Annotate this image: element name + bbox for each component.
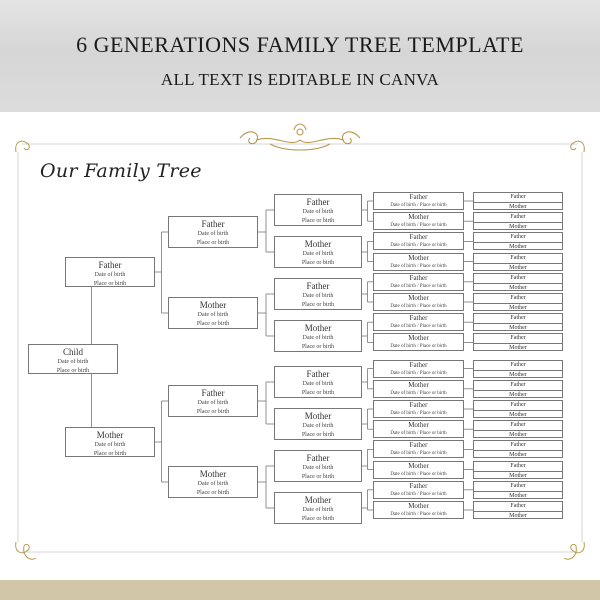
mother-label: Mother xyxy=(474,370,562,380)
father-label: Father xyxy=(510,442,526,449)
great-grandparent-card[interactable] xyxy=(274,236,362,268)
ancestor-pair-card[interactable] xyxy=(473,461,563,479)
person-role: Mother xyxy=(304,323,332,333)
father-label: Father xyxy=(510,194,526,200)
date-of-birth-label: Date of birth xyxy=(302,465,334,471)
date-of-birth-label: Date of birth xyxy=(302,293,334,299)
father-label: Father xyxy=(510,381,526,388)
birth-details-label: Date of birth / Place or birth xyxy=(390,491,447,497)
father-label: Father xyxy=(510,274,526,281)
parent-card[interactable] xyxy=(65,257,155,287)
date-of-birth-label: Date of birth xyxy=(302,209,334,215)
birth-details-label: Date of birth / Place or birth xyxy=(390,512,447,517)
ancestor-card[interactable] xyxy=(373,212,464,230)
ancestor-pair-card[interactable] xyxy=(473,360,563,378)
great-grandparent-card[interactable] xyxy=(274,450,362,482)
date-of-birth-label: Date of birth xyxy=(94,442,126,448)
person-role: Father xyxy=(409,193,428,201)
birth-details-label: Date of birth / Place or birth xyxy=(390,471,447,477)
person-role: Father xyxy=(201,388,225,398)
ancestor-card[interactable] xyxy=(373,333,464,351)
date-of-birth-label: Date of birth xyxy=(302,507,334,513)
birth-details-label: Date of birth / Place or birth xyxy=(390,243,447,249)
birth-details-label: Date of birth / Place or birth xyxy=(390,451,447,457)
father-label: Father xyxy=(510,422,526,429)
person-role: Mother xyxy=(408,502,429,510)
person-role: Father xyxy=(306,453,330,463)
ancestor-pair-card[interactable] xyxy=(473,232,563,250)
date-of-birth-label: Date of birth xyxy=(197,312,229,318)
date-of-birth-label: Date of birth xyxy=(57,359,89,365)
person-role: Father xyxy=(409,441,428,450)
father-label: Father xyxy=(510,315,526,322)
mother-label: Mother xyxy=(474,202,562,212)
subheadline: ALL TEXT IS EDITABLE IN CANVA xyxy=(160,70,440,89)
birth-details-label: Date of birth / Place or birth xyxy=(390,324,447,330)
ancestor-card[interactable] xyxy=(373,253,464,271)
place-of-birth-label: Place or birth xyxy=(196,240,230,246)
place-of-birth-label: Place or birth xyxy=(196,490,230,496)
place-of-birth-label: Place or birth xyxy=(196,321,230,327)
mother-label: Mother xyxy=(474,410,562,420)
ancestor-pair-card[interactable] xyxy=(473,293,563,311)
grandparent-card[interactable] xyxy=(168,216,258,248)
person-role: Mother xyxy=(408,213,429,222)
mother-label: Mother xyxy=(474,430,562,440)
ancestor-card[interactable] xyxy=(373,461,464,479)
place-of-birth-label: Place or birth xyxy=(301,432,335,438)
person-role: Father xyxy=(409,314,428,323)
ancestor-pair-card[interactable] xyxy=(473,420,563,438)
ancestor-card[interactable] xyxy=(373,360,464,378)
birth-details-label: Date of birth / Place or birth xyxy=(390,344,447,350)
ancestor-pair-card[interactable] xyxy=(473,212,563,230)
birth-details-label: Date of birth / Place or birth xyxy=(390,223,447,229)
mother-label: Mother xyxy=(474,323,562,333)
place-of-birth-label: Place or birth xyxy=(196,409,230,415)
person-role: Mother xyxy=(408,334,429,343)
mother-label: Mother xyxy=(474,390,562,400)
grandparent-card[interactable] xyxy=(168,297,258,329)
place-of-birth-label: Place or birth xyxy=(301,218,335,224)
mother-label: Mother xyxy=(474,450,562,460)
person-role: Father xyxy=(306,281,330,291)
ancestor-pair-card[interactable] xyxy=(473,501,563,519)
headline: 6 GENERATIONS FAMILY TREE TEMPLATE xyxy=(76,32,524,57)
person-role: Mother xyxy=(96,430,124,440)
mother-label: Mother xyxy=(474,343,562,353)
mother-label: Mother xyxy=(474,471,562,481)
person-role: Mother xyxy=(304,411,332,421)
person-role: Father xyxy=(98,260,122,270)
person-role: Mother xyxy=(408,294,429,302)
ancestor-card[interactable] xyxy=(373,313,464,331)
ancestor-pair-card[interactable] xyxy=(473,273,563,291)
date-of-birth-label: Date of birth xyxy=(302,423,334,429)
ancestor-card[interactable] xyxy=(373,293,464,311)
place-of-birth-label: Place or birth xyxy=(301,344,335,350)
person-role: Mother xyxy=(408,461,429,470)
great-grandparent-card[interactable] xyxy=(274,320,362,352)
place-of-birth-label: Place or birth xyxy=(93,281,127,287)
ancestor-card[interactable] xyxy=(373,380,464,398)
ancestor-pair-card[interactable] xyxy=(473,333,563,351)
birth-details-label: Date of birth / Place or birth xyxy=(390,411,447,416)
birth-details-label: Date of birth / Place or birth xyxy=(390,263,447,269)
great-grandparent-card[interactable] xyxy=(274,408,362,440)
ancestor-card[interactable] xyxy=(373,501,464,519)
birth-details-label: Date of birth / Place or birth xyxy=(390,431,447,437)
great-grandparent-card[interactable] xyxy=(274,492,362,524)
place-of-birth-label: Place or birth xyxy=(301,516,335,522)
person-role: Mother xyxy=(408,380,429,389)
ancestor-card[interactable] xyxy=(373,440,464,458)
ancestor-card[interactable] xyxy=(373,232,464,250)
great-grandparent-card[interactable] xyxy=(274,194,362,226)
ancestor-card[interactable] xyxy=(373,273,464,291)
ancestor-pair-card[interactable] xyxy=(473,192,563,210)
father-label: Father xyxy=(510,361,526,368)
grandparent-card[interactable] xyxy=(168,466,258,498)
person-role: Mother xyxy=(304,495,332,505)
mother-label: Mother xyxy=(474,222,562,232)
ancestor-card[interactable] xyxy=(373,481,464,499)
person-role: Mother xyxy=(199,469,227,479)
birth-details-label: Date of birth / Place or birth xyxy=(390,283,447,289)
date-of-birth-label: Date of birth xyxy=(302,381,334,387)
great-grandparent-card[interactable] xyxy=(274,278,362,310)
tree-title: Our Family Tree xyxy=(40,160,202,182)
place-of-birth-label: Place or birth xyxy=(93,451,127,457)
child-card[interactable] xyxy=(28,344,118,374)
date-of-birth-label: Date of birth xyxy=(302,251,334,257)
date-of-birth-label: Date of birth xyxy=(197,231,229,237)
mother-label: Mother xyxy=(474,263,562,273)
person-role: Mother xyxy=(199,300,227,310)
date-of-birth-label: Date of birth xyxy=(94,272,126,278)
grandparent-card[interactable] xyxy=(168,385,258,417)
place-of-birth-label: Place or birth xyxy=(56,368,90,374)
person-role: Child xyxy=(62,347,83,357)
person-role: Father xyxy=(409,401,428,409)
person-role: Father xyxy=(306,197,330,207)
birth-details-label: Date of birth / Place or birth xyxy=(390,370,447,376)
person-role: Father xyxy=(409,233,428,242)
ancestor-pair-card[interactable] xyxy=(473,253,563,271)
place-of-birth-label: Place or birth xyxy=(301,260,335,266)
person-role: Father xyxy=(306,369,330,379)
mother-label: Mother xyxy=(474,511,562,521)
mother-label: Mother xyxy=(474,303,562,313)
father-label: Father xyxy=(510,503,526,509)
mother-label: Mother xyxy=(474,242,562,252)
birth-details-label: Date of birth / Place or birth xyxy=(390,203,447,208)
birth-details-label: Date of birth / Place or birth xyxy=(390,304,447,309)
ancestor-card[interactable] xyxy=(373,192,464,210)
mother-label: Mother xyxy=(474,283,562,293)
person-role: Father xyxy=(409,360,428,369)
father-label: Father xyxy=(510,335,526,342)
ancestor-pair-card[interactable] xyxy=(473,481,563,499)
birth-details-label: Date of birth / Place or birth xyxy=(390,390,447,396)
father-label: Father xyxy=(510,214,526,221)
place-of-birth-label: Place or birth xyxy=(301,390,335,396)
person-role: Father xyxy=(409,273,428,282)
ancestor-pair-card[interactable] xyxy=(473,440,563,458)
ancestor-card[interactable] xyxy=(373,420,464,438)
person-role: Mother xyxy=(408,421,429,430)
place-of-birth-label: Place or birth xyxy=(301,302,335,308)
ancestor-pair-card[interactable] xyxy=(473,313,563,331)
great-grandparent-card[interactable] xyxy=(274,366,362,398)
mother-label: Mother xyxy=(474,491,562,501)
person-role: Father xyxy=(201,219,225,229)
father-label: Father xyxy=(510,402,526,408)
ancestor-card[interactable] xyxy=(373,400,464,418)
person-role: Father xyxy=(409,481,428,490)
place-of-birth-label: Place or birth xyxy=(301,474,335,480)
father-label: Father xyxy=(510,234,526,241)
person-role: Mother xyxy=(408,253,429,262)
person-role: Mother xyxy=(304,239,332,249)
parent-card[interactable] xyxy=(65,427,155,457)
father-label: Father xyxy=(510,295,526,301)
father-label: Father xyxy=(510,482,526,489)
ancestor-pair-card[interactable] xyxy=(473,380,563,398)
father-label: Father xyxy=(510,254,526,261)
ancestor-pair-card[interactable] xyxy=(473,400,563,418)
date-of-birth-label: Date of birth xyxy=(302,335,334,341)
date-of-birth-label: Date of birth xyxy=(197,481,229,487)
date-of-birth-label: Date of birth xyxy=(197,400,229,406)
father-label: Father xyxy=(510,462,526,469)
